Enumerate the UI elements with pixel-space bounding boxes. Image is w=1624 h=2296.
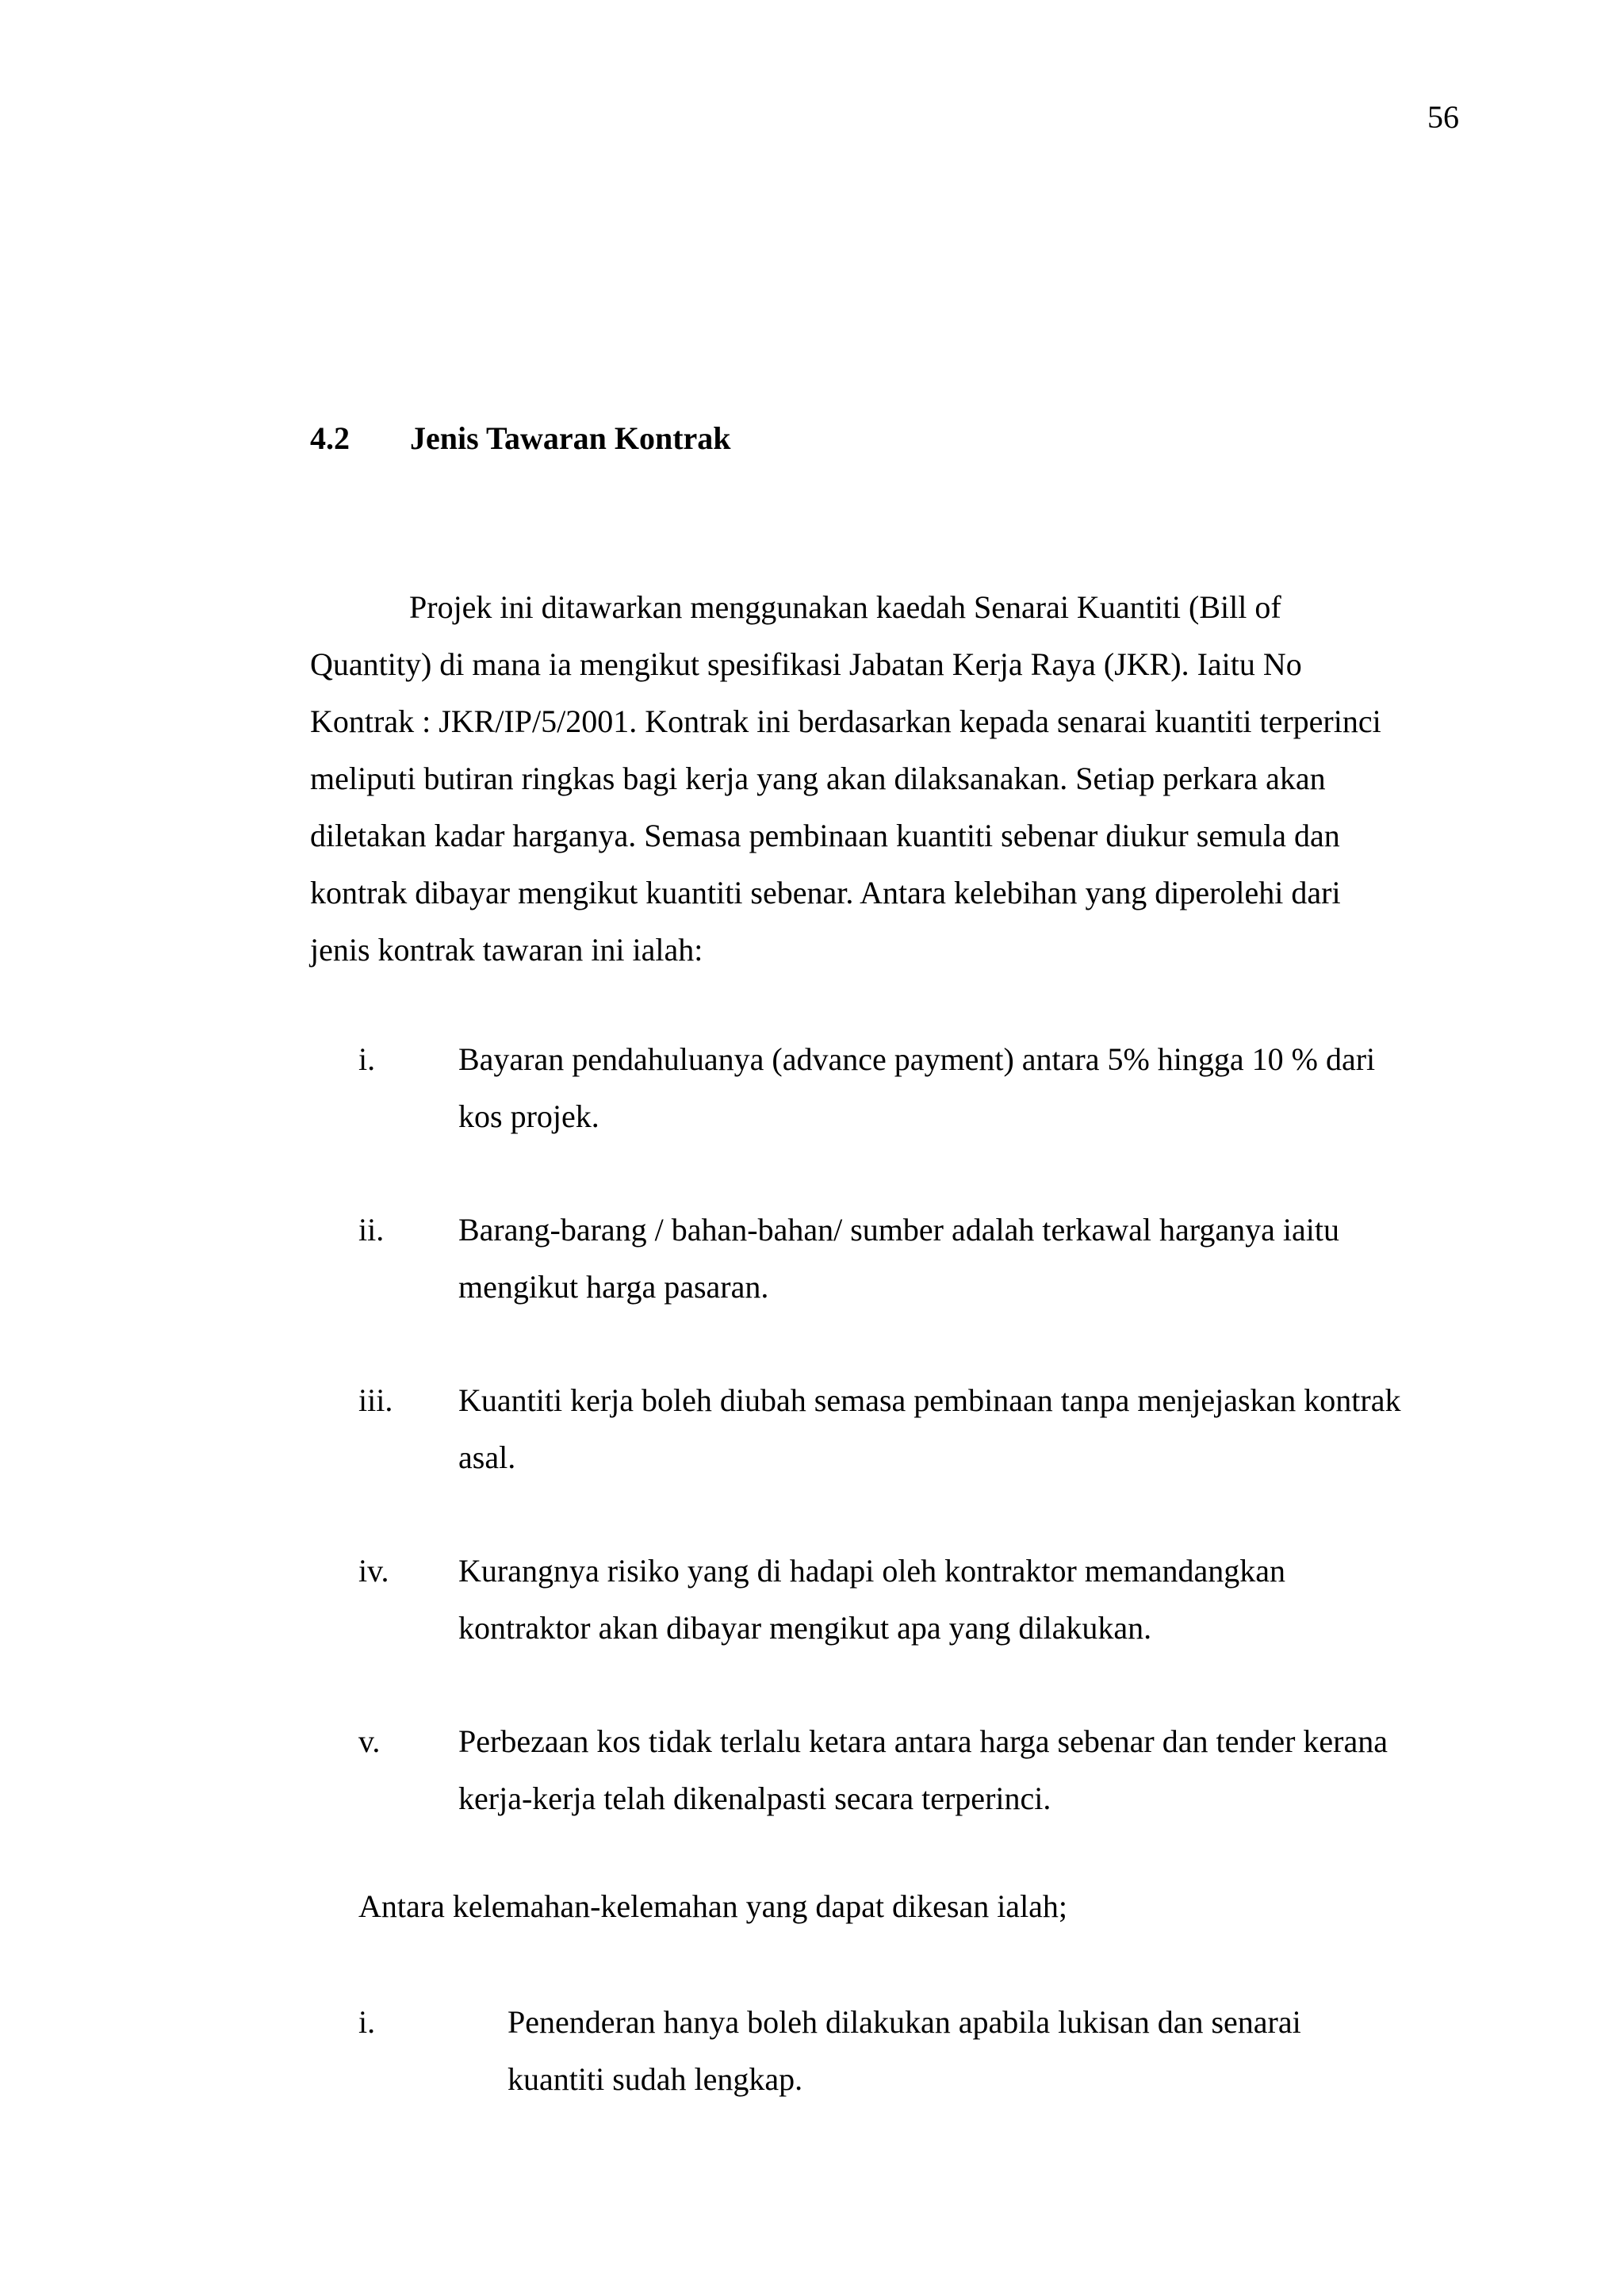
list-item-number: v. <box>358 1723 381 1759</box>
list-item-number: ii. <box>358 1212 385 1248</box>
list-item-line: kerja-kerja telah dikenalpasti secara terperinci. <box>458 1780 1051 1816</box>
list-item-line: Kuantiti kerja boleh diubah semasa pembinaan tanpa menjejaskan kontrak <box>458 1382 1401 1418</box>
list-item-number: i. <box>358 1041 376 1077</box>
list-item-line: Perbezaan kos tidak terlalu ketara antara harga sebenar dan tender kerana <box>458 1723 1388 1759</box>
list-item-number: iv. <box>358 1553 389 1589</box>
section-heading <box>310 418 731 459</box>
page-number: 56 <box>1427 99 1459 135</box>
list-item-line: mengikut harga pasaran. <box>458 1269 769 1305</box>
list-item-line: kuantiti sudah lengkap. <box>508 2061 803 2097</box>
body-paragraph <box>310 579 1468 979</box>
section-title: Jenis Tawaran Kontrak <box>410 420 731 456</box>
list-item-number: iii. <box>358 1382 393 1418</box>
paragraph-line: Quantity) di mana ia mengikut spesifikasi Jabatan Kerja Raya (JKR). Iaitu No <box>310 646 1302 682</box>
list-item-line: kos projek. <box>458 1098 599 1134</box>
paragraph-line: meliputi butiran ringkas bagi kerja yang akan dilaksanakan. Setiap perkara akan <box>310 761 1326 796</box>
list-item-line: asal. <box>458 1439 516 1475</box>
paragraph-line: Kontrak : JKR/IP/5/2001. Kontrak ini berdasarkan kepada senarai kuantiti terperinci <box>310 703 1381 739</box>
list-item-line: Kurangnya risiko yang di hadapi oleh kontraktor memandangkan <box>458 1553 1286 1589</box>
section-number: 4.2 <box>310 420 350 456</box>
list-item-line: Penenderan hanya boleh dilakukan apabila lukisan dan senarai <box>508 2004 1301 2040</box>
weaknesses-intro: Antara kelemahan-kelemahan yang dapat dikesan ialah; <box>358 1888 1068 1924</box>
list-item-number: i. <box>358 2004 376 2040</box>
list-item-line: Barang-barang / bahan-bahan/ sumber adalah terkawal harganya iaitu <box>458 1212 1339 1248</box>
paragraph-line: jenis kontrak tawaran ini ialah: <box>310 932 703 968</box>
list-item-line: Bayaran pendahuluanya (advance payment) antara 5% hingga 10 % dari <box>458 1041 1376 1077</box>
paragraph-line: kontrak dibayar mengikut kuantiti sebenar. Antara kelebihan yang diperolehi dari <box>310 875 1341 910</box>
paragraph-line: diletakan kadar harganya. Semasa pembinaan kuantiti sebenar diukur semula dan <box>310 818 1340 853</box>
list-item-line: kontraktor akan dibayar mengikut apa yang dilakukan. <box>458 1610 1152 1646</box>
paragraph-line: Projek ini ditawarkan menggunakan kaedah Senarai Kuantiti (Bill of <box>409 589 1281 625</box>
